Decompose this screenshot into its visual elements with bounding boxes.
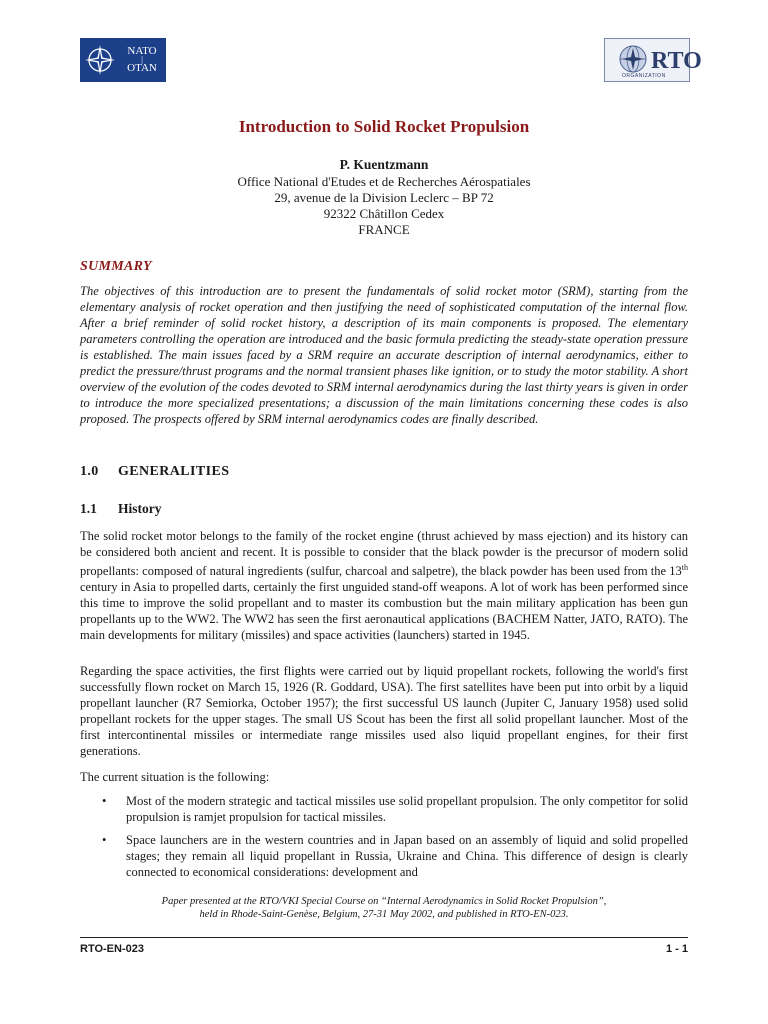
bullet-marker: • <box>102 833 107 847</box>
list-item <box>80 793 688 825</box>
list-item-text: Most of the modern strategic and tactical missiles use solid propellant propulsion. The only competitor for solid propulsion is ramjet propulsion for tactical missiles. <box>126 794 688 824</box>
nato-compass-star-icon <box>80 38 120 82</box>
list-item-text: Space launchers are in the western countries and in Japan based on an assembly of liquid and solid propelled stages; they remain all liquid propellant in Russia, Ukraine and China. This difference of design is clearly connected to economical considerations: development and <box>126 833 688 879</box>
paragraph-text: century in Asia to propelled darts, certainly the first unguided stand-off weapons. A lot of work has been performed since this time to improve the solid propellant and to master its combustion but the main military application has been gun propellants up to the WW2. The WW2 has seen the first aeronautical applications (BACHEM Natter, JATO, RATO). The main developments for military (missiles) and space activities (launchers) started in 1945. <box>80 580 688 643</box>
footer-page-number: 1 - 1 <box>665 943 688 955</box>
summary-heading: SUMMARY <box>80 259 152 274</box>
paragraph-text: The solid rocket motor belongs to the family of the rocket engine (thrust achieved by mass ejection) and its history can be considered both ancient and recent. It is possible to consider that the black powder is the precursor of modern solid propellants: composed of natural ingredients (sulfur, charcoal and salpetre), the black powder has been used from the 13 <box>80 529 688 579</box>
subsection-number: 1.1 <box>80 501 97 516</box>
section-number: 1.0 <box>80 464 99 479</box>
affiliation-line: 92322 Châtillon Cedex <box>323 206 445 221</box>
paper-title: Introduction to Solid Rocket Propulsion <box>238 117 530 136</box>
footer-report-id: RTO-EN-023 <box>80 943 144 955</box>
affiliation-line: FRANCE <box>358 222 410 237</box>
nato-text-line1: NATO <box>127 45 157 57</box>
superscript: th <box>681 563 688 572</box>
history-paragraph-2: Regarding the space activities, the first flights were carried out by liquid propellant rockets, following the world's first successfully flown rocket on March 15, 1926 (R. Goddard, USA). The first satellites have been put into orbit by a liquid propellant launcher (R7 Semiorka, October 1957); the first successful US launch (Jupiter C, January 1958) used solid propellant rockets for the upper stages. The small US Scout has been the first all solid propellant launcher. Most of the first intercontinental missiles or intermediate range missiles used also liquid propellant engines, for their first generations. <box>80 664 688 758</box>
rto-globe-icon <box>620 46 646 72</box>
affiliation-line: 29, avenue de la Division Leclerc – BP 72 <box>274 190 494 205</box>
nato-logo <box>80 38 166 82</box>
subsection-heading <box>80 501 162 517</box>
bullet-list <box>80 793 688 887</box>
nato-wordmark: NATO | OTAN <box>120 46 164 74</box>
bullet-marker: • <box>102 794 107 808</box>
rto-letters: RTO <box>651 48 702 74</box>
author-name: P. Kuentzmann <box>339 157 429 172</box>
list-item <box>80 832 688 880</box>
section-heading <box>80 464 229 480</box>
summary-text: The objectives of this introduction are to present the fundamentals of solid rocket motor (SRM), starting from the elementary analysis of rocket operation and then justifying the need of sophisticated computation of the internal flow. After a brief reminder of solid rocket history, a description of its main components is proposed. The elementary parameters controlling the operation are introduced and the basic formula predicting the steady-state operation pressure is established. The main issues faced by a SRM require an accurate description of internal aerodynamics, either to predict the pressure/thrust programs and the normal transient phases like ignition, or to study the motor stability. A short overview of the evolution of the codes devoted to SRM internal aerodynamics during the last thirty years is given in order to introduce the more specialized presentations; a discussion of the main limitations concerning these codes is also proposed. The prospects offered by SRM internal aerodynamics codes are finally described. <box>80 284 688 426</box>
history-paragraph-3: The current situation is the following: <box>80 770 270 784</box>
nato-text-line2: OTAN <box>127 62 157 74</box>
rto-caption: ORGANIZATION <box>622 73 666 79</box>
affiliation-line: Office National d'Etudes et de Recherches Aérospatiales <box>237 174 531 189</box>
section-title: GENERALITIES <box>118 464 230 479</box>
affiliation-block <box>0 174 768 238</box>
history-paragraph-1 <box>80 528 688 643</box>
footnote-line: held in Rhode-Saint-Genèse, Belgium, 27-31 May 2002, and published in RTO-EN-023. <box>199 909 569 920</box>
footnote-line: Paper presented at the RTO/VKI Special Course on “Internal Aerodynamics in Solid Rocket Propulsion”, <box>161 896 607 907</box>
footnote <box>0 895 768 921</box>
footer-rule <box>80 937 688 938</box>
subsection-title: History <box>118 501 162 516</box>
